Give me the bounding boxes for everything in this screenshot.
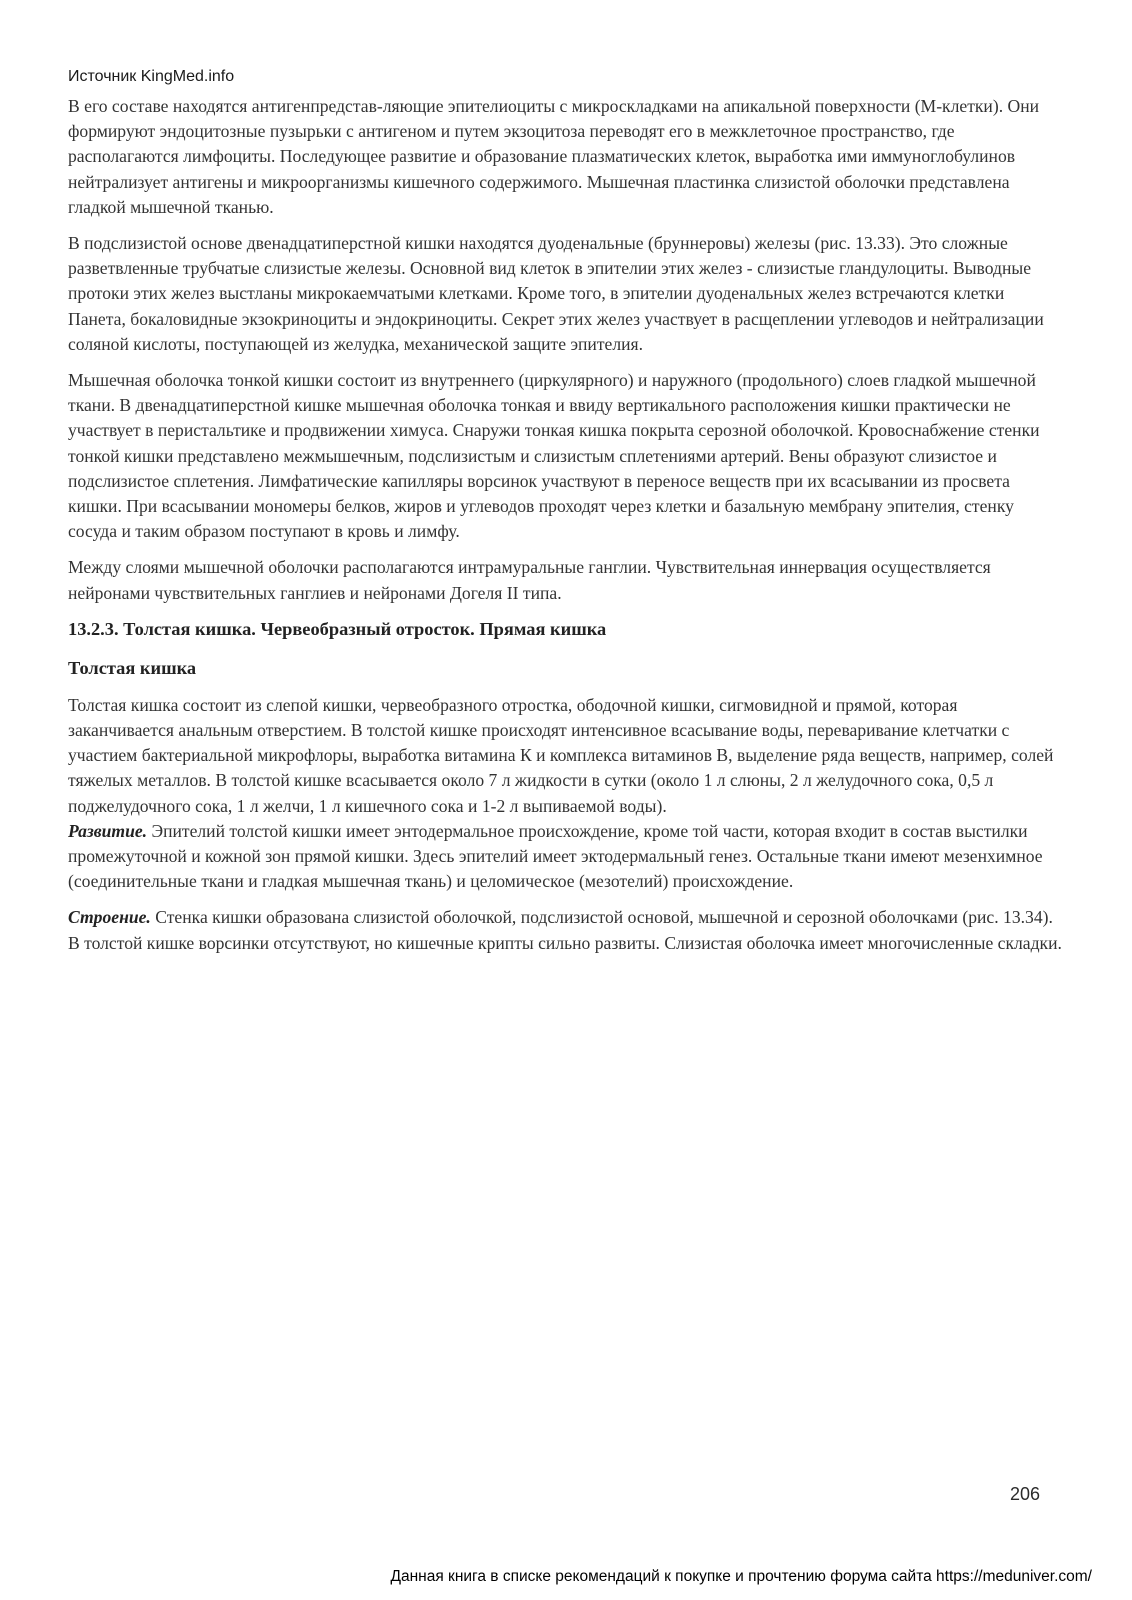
paragraph-muscular-layer: Мышечная оболочка тонкой кишки состоит из внутреннего (циркулярного) и наружного (продольного) слоев гладкой мышечной ткани. В двенадцатиперстной кишке мышечная оболочка тонкая и ввиду вертикального расположения кишки практически не участвует в перистальтике и продвижении химуса. Снаружи тонкая кишка покрыта серозной оболочкой. Кровоснабжение стенки тонкой кишки представлено межмышечным, подслизистым и слизистым сплетениями артерий. Вены образуют слизистое и подслизистое сплетения. Лимфатические капилляры ворсинок участвуют в переносе веществ при их всасывании из просвета кишки. При всасывании мономеры белков, жиров и углеводов проходят через клетки и базальную мембрану эпителия, стенку сосуда и таким образом поступают в кровь и лимфу. <box>68 370 1040 542</box>
paragraph-m-cells: В его составе находятся антигенпредстав-ляющие эпителиоциты с микроскладками на апикальной поверхности (М-клетки). Они формируют эндоцитозные пузырьки с антигеном и путем экзоцитоза переводят его в межклеточное пространство, где располагаются лимфоциты. Последующее развитие и образование плазматических клеток, выработка ими иммуноглобулинов нейтрализует антигены и микроорганизмы кишечного содержимого. Мышечная пластинка слизистой оболочки представлена гладкой мышечной тканью. <box>68 96 1040 217</box>
paragraph-duodenal-glands: В подслизистой основе двенадцатиперстной кишки находятся дуоденальные (бруннеровы) железы (рис. 13.33). Это сложные разветвленные трубчатые слизистые железы. Основной вид клеток в эпителии этих желез - слизистые гландулоциты. Выводные протоки этих желез выстланы микрокаемчатыми клетками. Кроме того, в эпителии дуоденальных желез встречаются клетки Панета, бокаловидные экзокриноциты и эндокриноциты. Секрет этих желез участвует в расщеплении углеводов и нейтрализации соляной кислоты, поступающей из желудка, механической защите эпителия. <box>68 233 1044 354</box>
paragraph-ganglia: Между слоями мышечной оболочки располагаются интрамуральные ганглии. Чувствительная иннервация осуществляется нейронами чувствительных ганглиев и нейронами Догеля II типа. <box>68 557 991 603</box>
page-number: 206 <box>1009 1484 1040 1504</box>
paragraph-large-intestine: Толстая кишка состоит из слепой кишки, червеобразного отростка, ободочной кишки, сигмовидной и прямой, которая заканчивается анальным отверстием. В толстой кишке происходят интенсивное всасывание воды, переваривание клетчатки с участием бактериальной микрофлоры, выработка витамина К и комплекса витаминов В, выделение ряда веществ, например, солей тяжелых металлов. В толстой кишке всасывается около 7 л жидкости в сутки (около 1 л слюны, 2 л желудочного сока, 0,5 л поджелудочного сока, 1 л желчи, 1 л кишечного сока и 1-2 л выпиваемой воды). <box>68 694 1054 816</box>
structure-text: Стенка кишки образована слизистой оболочкой, подслизистой основой, мышечной и серозной оболочками (рис. 13.34). В толстой кишке ворсинки отсутствуют, но кишечные крипты сильно развиты. Слизистая оболочка имеет многочисленные складки. <box>68 907 1062 953</box>
section-heading: 13.2.3. Толстая кишка. Червеобразный отросток. Прямая кишка <box>68 618 607 639</box>
paragraph-structure <box>68 905 1066 955</box>
source-header: Источник KingMed.info <box>68 68 235 85</box>
structure-lead: Строение. <box>68 907 151 928</box>
footer-notice: Данная книга в списке рекомендаций к покупке и прочтению форума сайта https://meduniver.com/ <box>390 1568 1092 1585</box>
document-body <box>68 94 1066 967</box>
paragraph-development <box>68 819 1066 895</box>
development-text: Эпителий толстой кишки имеет энтодермальное происхождение, кроме той части, которая входит в состав выстилки промежуточной и кожной зон прямой кишки. Здесь эпителий имеет эктодермальный генез. Остальные ткани имеют мезенхимное (соединительные ткани и гладкая мышечная ткань) и целомическое (мезотелий) происхождение. <box>68 820 1043 892</box>
development-lead: Развитие. <box>68 820 148 841</box>
subsection-heading: Толстая кишка <box>68 657 197 678</box>
